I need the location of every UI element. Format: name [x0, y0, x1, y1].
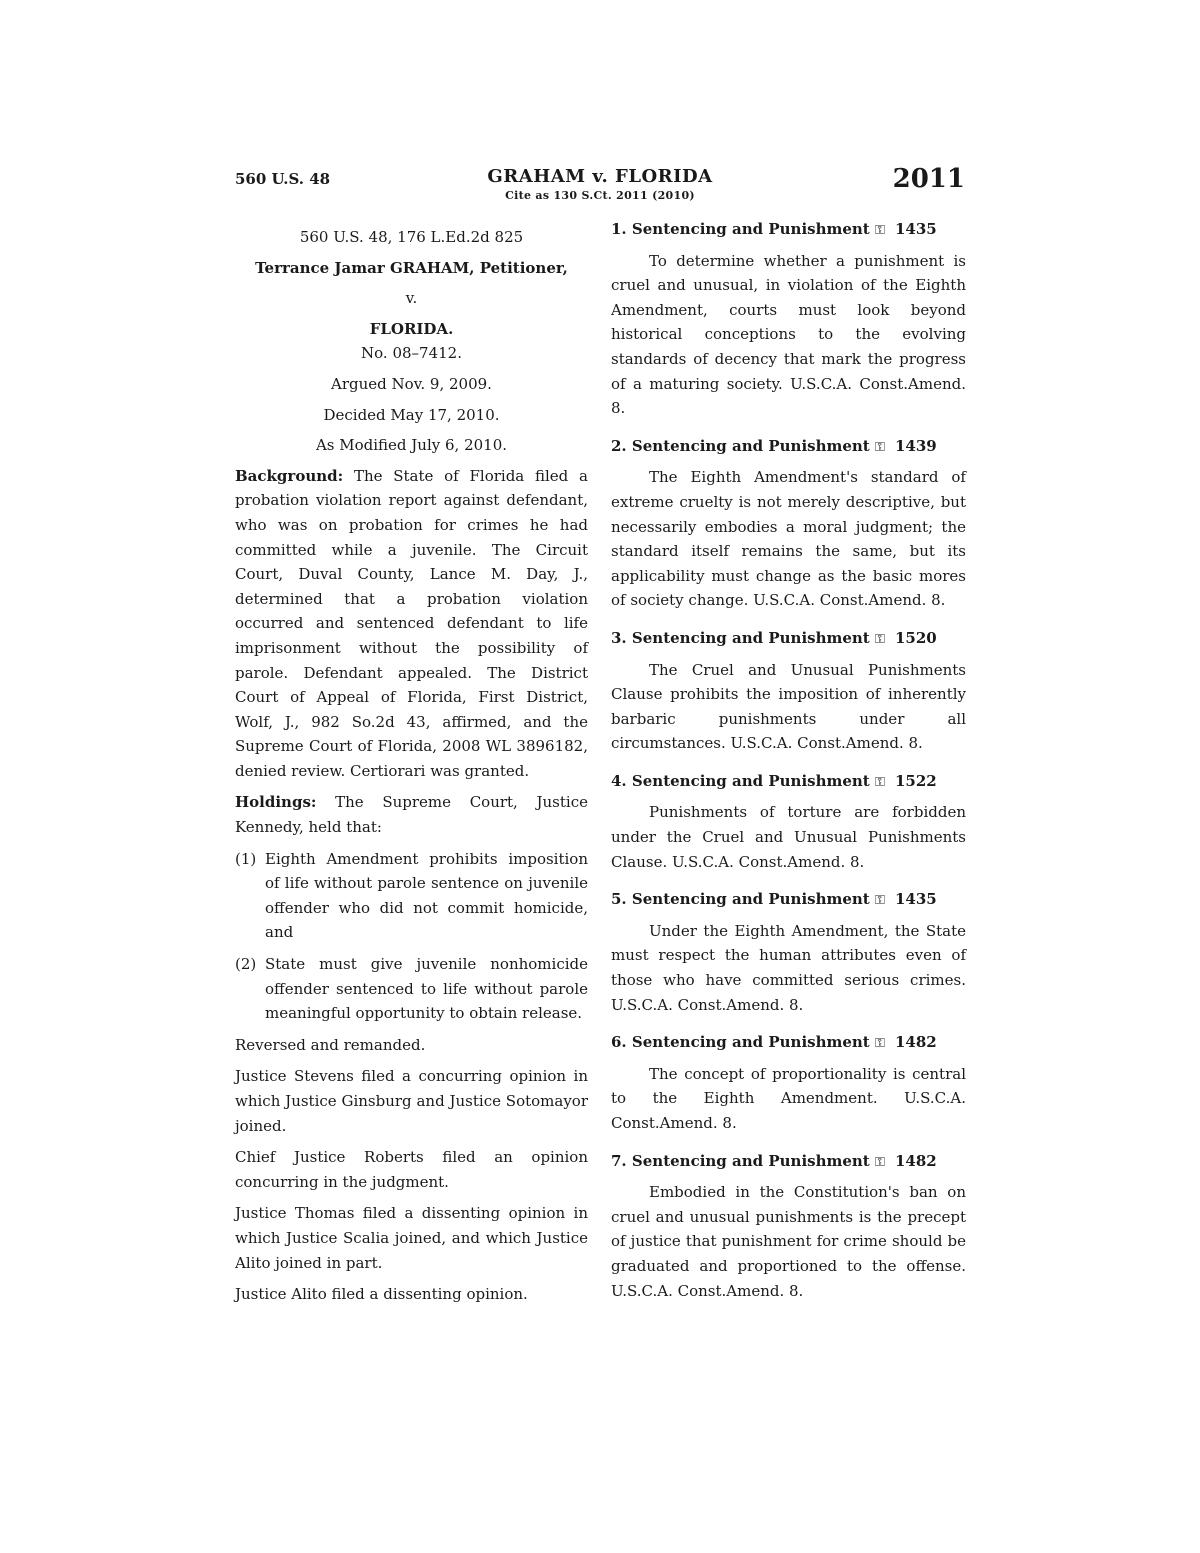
opinion-note: Justice Alito filed a dissenting opinion. — [235, 1285, 528, 1304]
key-number-icon: ⚿ — [874, 439, 885, 455]
versus: v. — [405, 289, 418, 308]
holdings-label: Holdings: — [235, 793, 317, 812]
headnote-text: The concept of proportionality is central to the Eighth Amendment. U.S.C.A. Const.Amend. 8. — [611, 1064, 966, 1132]
headnote — [611, 1030, 966, 1135]
headnote-topic: Sentencing and Punishment — [631, 1151, 870, 1170]
headnote-title — [611, 626, 966, 653]
headnote-text: Punishments of torture are forbidden under the Cruel and Unusual Punishments Clause. U.S.C.A. Const.Amend. 8. — [611, 803, 966, 871]
headnote-title — [611, 1030, 966, 1057]
headnote-topic: Sentencing and Punishment — [631, 628, 870, 647]
headnote-title — [611, 217, 966, 244]
headnote-title — [611, 1149, 966, 1176]
running-header — [430, 166, 770, 202]
respondent: FLORIDA. — [369, 319, 454, 338]
headnote — [611, 887, 966, 1017]
headnote-number: 4. — [611, 771, 627, 790]
docket-number: No. 08–7412. — [361, 344, 462, 363]
holding-text: Eighth Amendment prohibits imposition of life without parole sentence on juvenile offender who did not commit homicide, and — [265, 849, 588, 942]
headnote-topic: Sentencing and Punishment — [631, 890, 870, 909]
key-number-icon: ⚿ — [874, 223, 885, 238]
parallel-citation: 560 U.S. 48, 176 L.Ed.2d 825 — [299, 228, 524, 246]
headnote-key: 1439 — [894, 436, 937, 455]
right-column — [611, 217, 966, 1316]
petitioner: Terrance Jamar GRAHAM, Petitioner, — [255, 258, 568, 277]
headnote-key: 1435 — [894, 220, 937, 238]
headnote-text: The Eighth Amendment's standard of extreme cruelty is not merely descriptive, but necessarily embodies a moral judgment; the standard itself remains the same, but its applicability must change as the basic mores of society change. U.S.C.A. Const.Amend. 8. — [611, 468, 966, 610]
headnote-title — [611, 887, 966, 914]
headnote-title — [611, 769, 966, 796]
headnote — [611, 1149, 966, 1304]
headnote-key: 1522 — [894, 771, 937, 790]
headnote-topic: Sentencing and Punishment — [631, 220, 870, 238]
background-paragraph — [235, 464, 588, 784]
left-column — [235, 225, 588, 1314]
opinion-note: Justice Stevens filed a concurring opinion in which Justice Ginsburg and Justice Sotomayor joined. — [235, 1067, 588, 1135]
disposition: Reversed and remanded. — [235, 1035, 426, 1054]
headnote-text: The Cruel and Unusual Punishments Clause prohibits the imposition of inherently barbaric punishments under all circumstances. U.S.C.A. Const.Amend. 8. — [611, 660, 966, 753]
header-reporter-cite: 560 U.S. 48 — [235, 170, 331, 188]
headnote-title — [611, 434, 966, 461]
key-number-icon: ⚿ — [874, 774, 885, 790]
holding-item — [235, 847, 588, 945]
holding-number: (2) — [235, 955, 257, 974]
headnote-number: 1. — [611, 220, 627, 238]
headnote-number: 2. — [611, 436, 627, 455]
headnote — [611, 217, 966, 421]
holding-item — [235, 952, 588, 1026]
headnote-number: 5. — [611, 890, 627, 909]
holding-number: (1) — [235, 849, 257, 868]
argued-date: Argued Nov. 9, 2009. — [331, 374, 492, 393]
headnote-topic: Sentencing and Punishment — [631, 436, 870, 455]
key-number-icon: ⚿ — [874, 1036, 885, 1052]
headnote-key: 1482 — [894, 1033, 937, 1052]
headnote-key: 1482 — [894, 1151, 937, 1170]
holding-text: State must give juvenile nonhomicide offender sentenced to life without parole meaningful opportunity to obtain release. — [265, 955, 588, 1023]
headnote-number: 3. — [611, 628, 627, 647]
holdings-intro: The Supreme Court, Justice Kennedy, held that: — [235, 793, 588, 837]
headnote-text: Embodied in the Constitution's ban on cruel and unusual punishments is the precept of justice that punishment for crime should be graduated and proportioned to the offense. U.S.C.A. Const.Amend. 8. — [611, 1183, 966, 1300]
background-text: The State of Florida filed a probation violation report against defendant, who was on probation for crimes he had committed while a juvenile. The Circuit Court, Duval County, Lance M. Day, J., determined that a probation violation occurred and sentenced defendant to life imprisonment without the possibility of parole. Defendant appealed. The District Court of Appeal of Florida, First District, Wolf, J., 982 So.2d 43, affirmed, and the Supreme Court of Florida, 2008 WL 3896182, denied review. Certiorari was granted. — [235, 466, 588, 780]
modified-date: As Modified July 6, 2010. — [315, 436, 508, 455]
headnote — [611, 769, 966, 874]
headnote-key: 1435 — [894, 890, 937, 909]
holdings-paragraph — [235, 790, 588, 839]
headnote-topic: Sentencing and Punishment — [631, 771, 870, 790]
case-title: GRAHAM v. FLORIDA — [487, 166, 713, 187]
key-number-icon: ⚿ — [874, 1154, 885, 1170]
decided-date: Decided May 17, 2010. — [323, 405, 500, 424]
opinion-note: Chief Justice Roberts filed an opinion concurring in the judgment. — [235, 1148, 588, 1191]
headnote — [611, 434, 966, 613]
key-number-icon: ⚿ — [874, 631, 885, 647]
headnote-text: Under the Eighth Amendment, the State must respect the human attributes even of those who have committed serious crimes. U.S.C.A. Const.Amend. 8. — [611, 921, 966, 1014]
headnote-topic: Sentencing and Punishment — [631, 1033, 870, 1052]
headnote-key: 1520 — [894, 628, 937, 647]
page-number: 2011 — [892, 164, 965, 194]
key-number-icon: ⚿ — [874, 893, 885, 909]
background-label: Background: — [235, 466, 344, 485]
headnote-number: 7. — [611, 1151, 627, 1170]
headnote-number: 6. — [611, 1033, 627, 1052]
cite-as-line: Cite as 130 S.Ct. 2011 (2010) — [505, 189, 695, 202]
headnote — [611, 626, 966, 756]
headnote-text: To determine whether a punishment is cruel and unusual, in violation of the Eighth Amendment, courts must look beyond historical conceptions to the evolving standards of decency that mark the progress of a maturing society. U.S.C.A. Const.Amend. 8. — [611, 251, 966, 418]
opinion-note: Justice Thomas filed a dissenting opinion in which Justice Scalia joined, and which Justice Alito joined in part. — [235, 1204, 588, 1272]
